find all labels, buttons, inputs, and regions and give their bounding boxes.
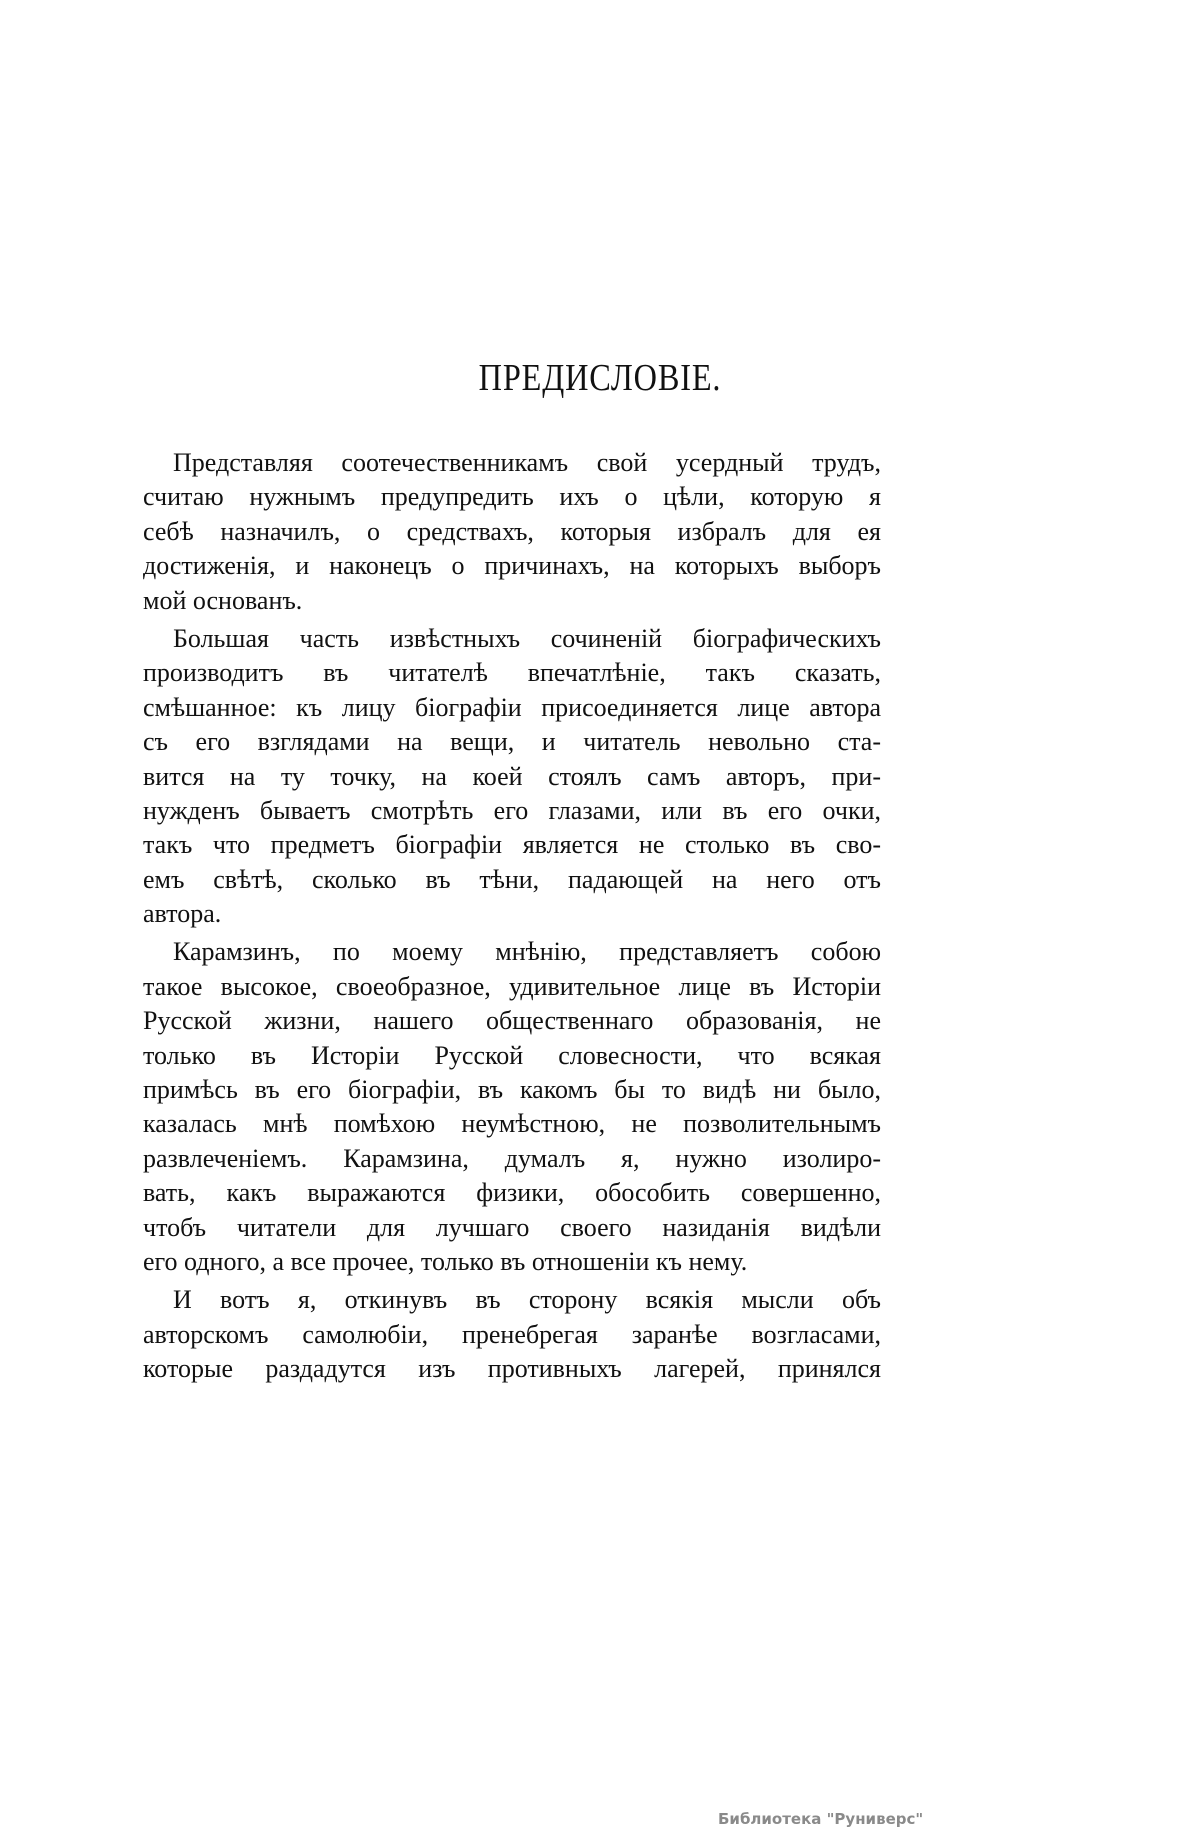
text-line: считаю нужнымъ предупредить ихъ о цѣли, которую я <box>143 482 881 512</box>
library-watermark: Библиотека "Руниверс" <box>718 1810 924 1828</box>
text-line: мой основанъ. <box>143 585 303 615</box>
text-line: чтобъ читатели для лучшаго своего назиданія видѣли <box>143 1212 881 1242</box>
page-body <box>143 446 881 1391</box>
text-line: такое высокое, своеобразное, удивительное лице въ Исторіи <box>143 971 881 1001</box>
text-line: Большая часть извѣстныхъ сочиненій біографическихъ <box>173 623 881 653</box>
text-line: которые раздадутся изъ противныхъ лагерей, принялся <box>143 1354 881 1384</box>
text-line: И вотъ я, откинувъ въ сторону всякія мысли объ <box>173 1285 881 1315</box>
text-line: смѣшанное: къ лицу біографіи присоединяется лице автора <box>143 692 881 722</box>
text-line: авторскомъ самолюбіи, пренебрегая заранѣе возгласами, <box>143 1319 881 1349</box>
text-line: съ его взглядами на вещи, и читатель невольно ста- <box>143 727 881 757</box>
text-line: емъ свѣтѣ, сколько въ тѣни, падающей на него отъ <box>143 864 881 894</box>
text-line: Русской жизни, нашего общественнаго образованія, не <box>143 1006 881 1036</box>
page-title: ПРЕДИСЛОВІЕ. <box>478 357 722 399</box>
text-line: примѣсь въ его біографіи, въ какомъ бы то видѣ ни было, <box>143 1075 881 1105</box>
text-line: его одного, а все прочее, только въ отношеніи къ нему. <box>143 1246 748 1276</box>
text-line: Карамзинъ, по моему мнѣнію, представляетъ собою <box>173 937 881 967</box>
text-line: себѣ назначилъ, о средствахъ, которыя избралъ для ея <box>143 516 881 546</box>
text-line: нужденъ бываетъ смотрѣть его глазами, или въ его очки, <box>143 795 881 825</box>
paragraph <box>143 935 881 1279</box>
text-line: достиженія, и наконецъ о причинахъ, на которыхъ выборъ <box>143 551 881 581</box>
text-line: производитъ въ читателѣ впечатлѣніе, такъ сказать, <box>143 658 881 688</box>
text-line: вать, какъ выражаются физики, обособить совершенно, <box>143 1178 881 1208</box>
text-line: Представляя соотечественникамъ свой усердный трудъ, <box>173 448 881 477</box>
paragraph <box>143 622 881 932</box>
paragraph <box>143 446 881 618</box>
paragraph <box>143 1283 881 1386</box>
text-line: казалась мнѣ помѣхою неумѣстною, не позволительнымъ <box>143 1109 881 1139</box>
text-line: такъ что предметъ біографіи является не столько въ сво- <box>143 830 881 860</box>
text-line: развлеченіемъ. Карамзина, думалъ я, нужно изолиро- <box>143 1143 881 1173</box>
text-line: автора. <box>143 899 222 929</box>
text-line: вится на ту точку, на коей стоялъ самъ авторъ, при- <box>143 761 881 791</box>
text-line: только въ Исторіи Русской словесности, что всякая <box>143 1040 881 1070</box>
